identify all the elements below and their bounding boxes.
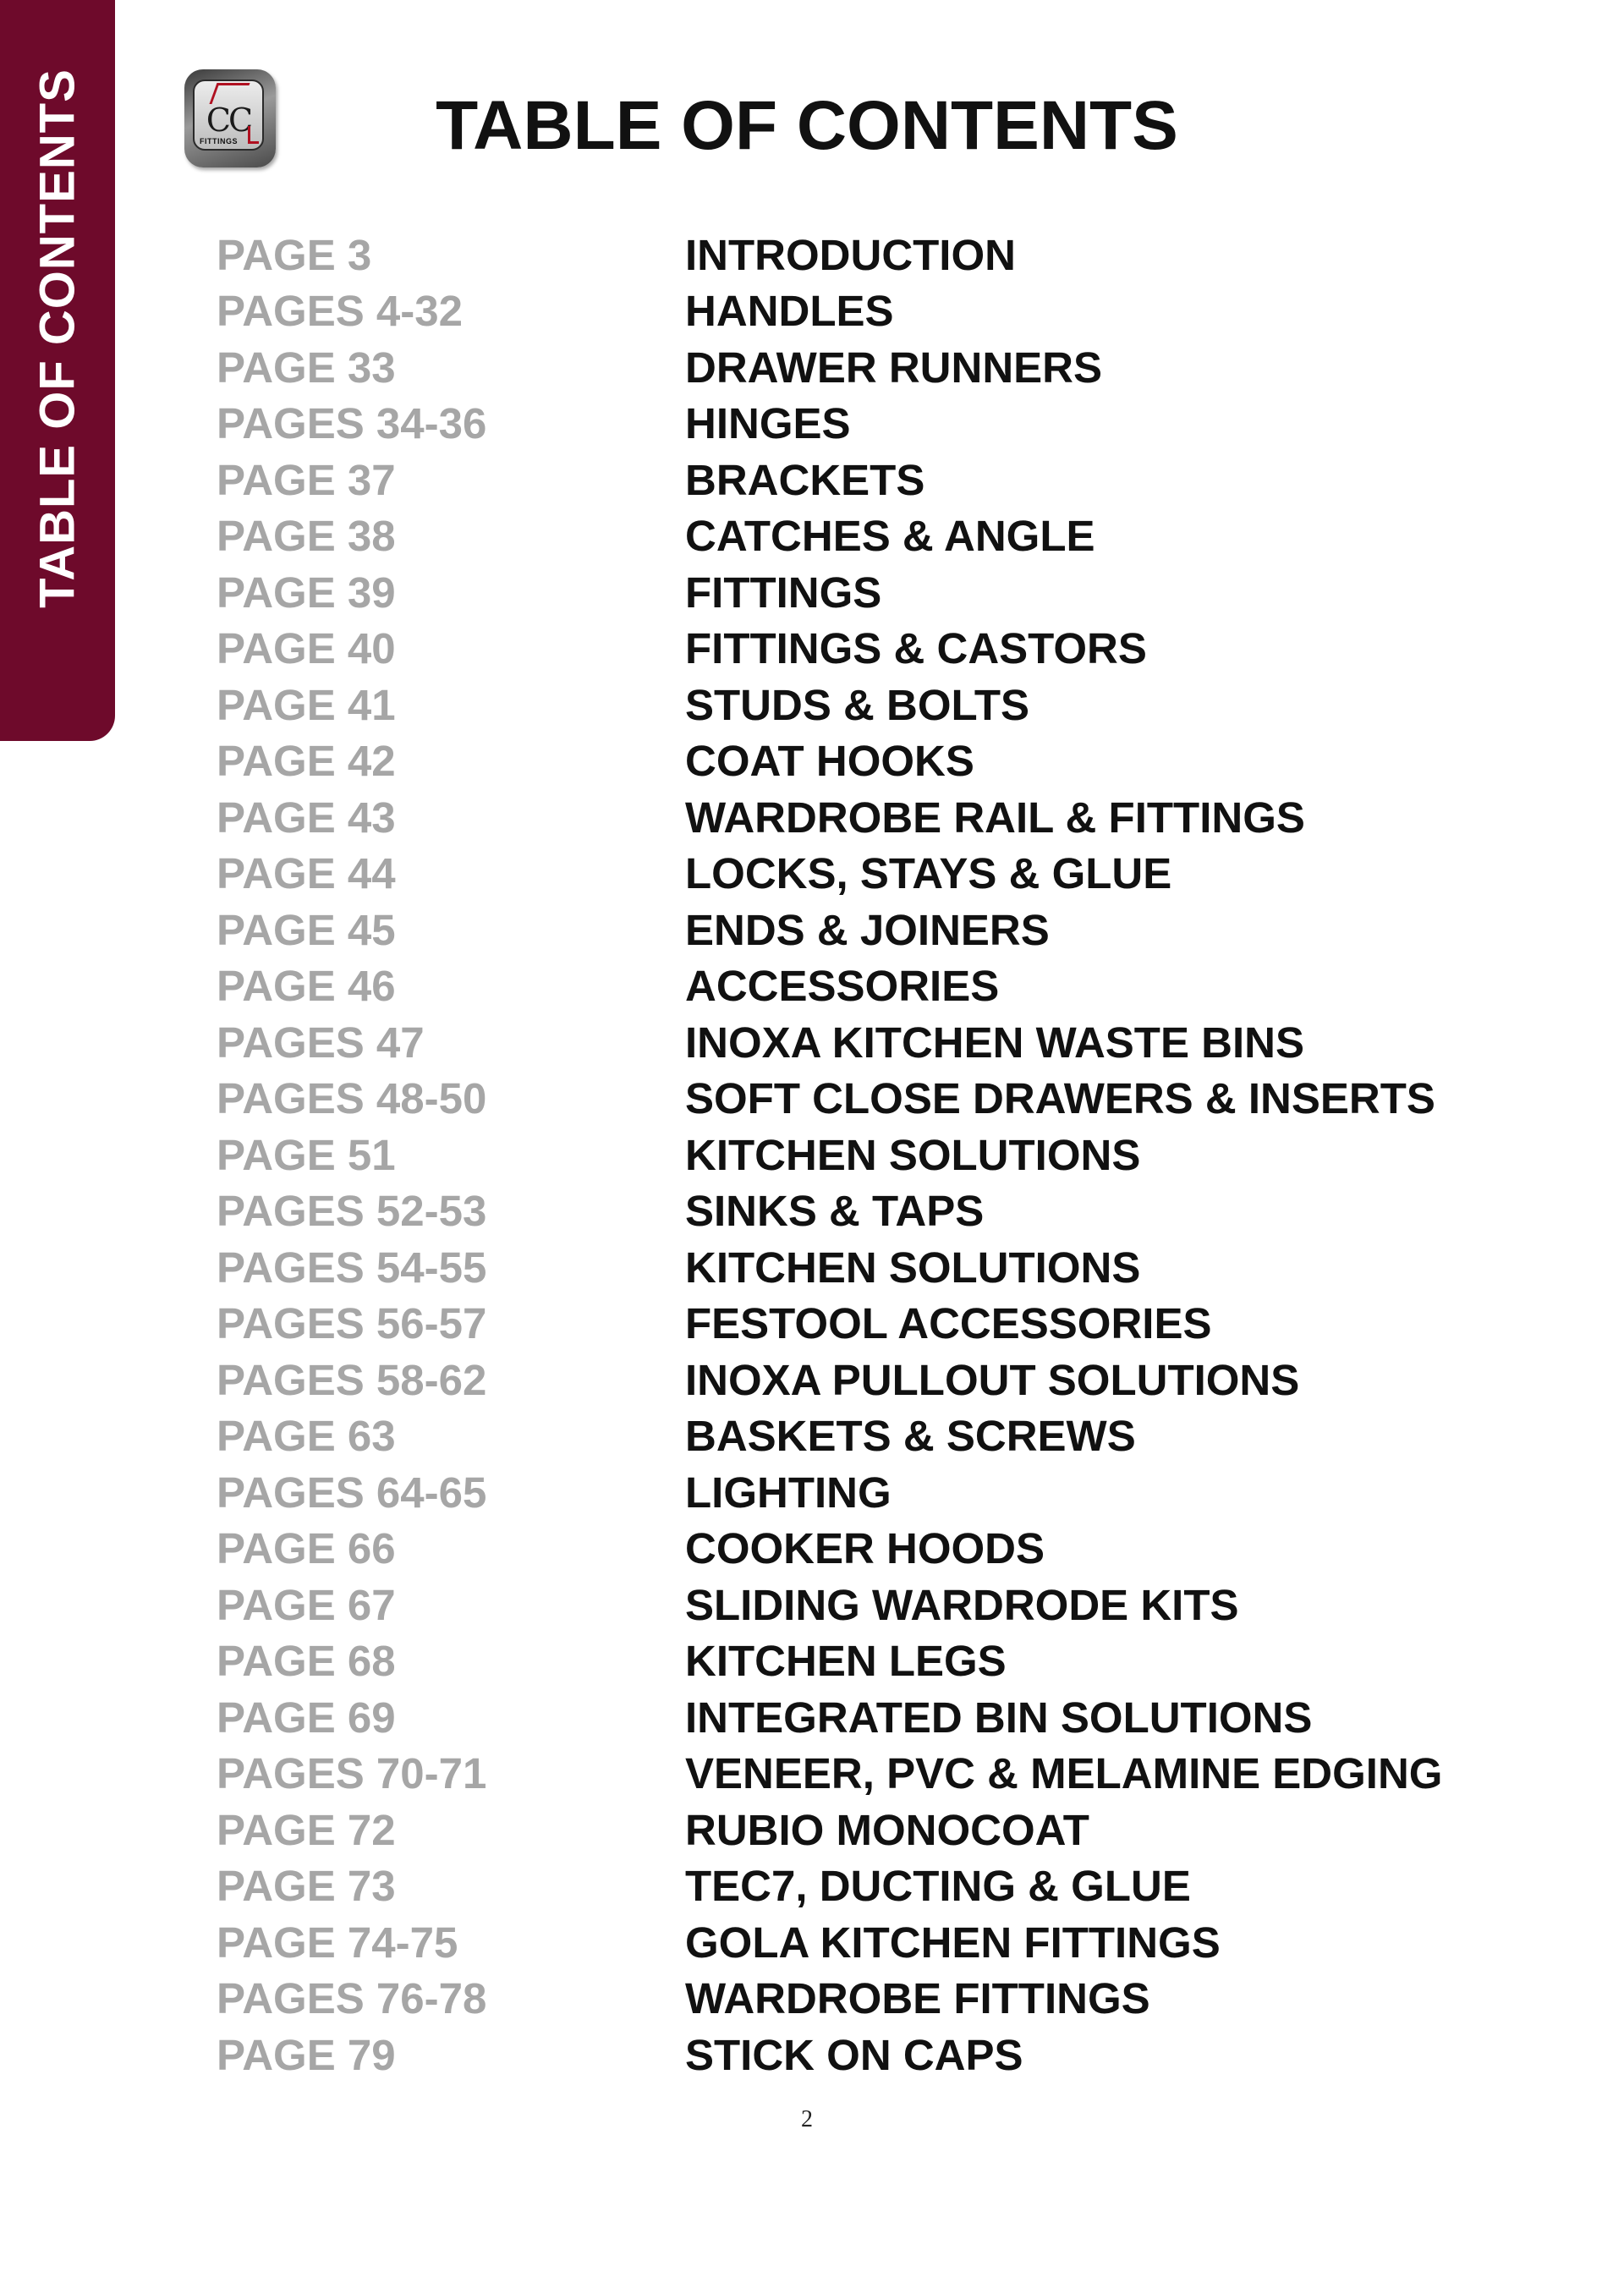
toc-page-ref: PAGE 63 (217, 1412, 396, 1461)
toc-page-ref: PAGES 70-71 (217, 1749, 487, 1798)
toc-section-title: BASKETS & SCREWS (685, 1412, 1136, 1461)
toc-row (217, 1183, 1485, 1240)
toc-page-ref: PAGES 34-36 (217, 399, 487, 448)
toc-page-ref: PAGES 48-50 (217, 1074, 487, 1123)
toc-row (217, 1914, 1485, 1971)
page-title: TABLE OF CONTENTS (436, 87, 1178, 164)
toc-row (217, 1014, 1485, 1071)
toc-page-ref: PAGE 41 (217, 680, 396, 729)
side-tab-label: TABLE OF CONTENTS (30, 69, 85, 608)
toc-page-ref: PAGE 38 (217, 512, 396, 561)
toc-section-title: KITCHEN SOLUTIONS (685, 1130, 1141, 1179)
toc-page-ref: PAGES 52-53 (217, 1187, 487, 1236)
toc-row (217, 1296, 1485, 1353)
toc-page-ref: PAGES 58-62 (217, 1355, 487, 1404)
toc-row (217, 677, 1485, 733)
toc-section-title: GOLA KITCHEN FITTINGS (685, 1918, 1221, 1967)
toc-section-title: LIGHTING (685, 1468, 892, 1517)
toc-row (217, 1239, 1485, 1296)
toc-section-title: KITCHEN SOLUTIONS (685, 1243, 1141, 1292)
toc-row (217, 339, 1485, 396)
toc-page-ref: PAGE 51 (217, 1130, 396, 1179)
toc-section-title: INTRODUCTION (685, 230, 1016, 279)
toc-row (217, 2027, 1485, 2083)
toc-row (217, 227, 1485, 283)
toc-page-ref: PAGE 79 (217, 2030, 396, 2079)
toc-section-title: RUBIO MONOCOAT (685, 1805, 1089, 1854)
toc-section-title: WARDROBE FITTINGS (685, 1974, 1150, 2023)
toc-row (217, 846, 1485, 903)
toc-section-title: SLIDING WARDRODE KITS (685, 1580, 1239, 1629)
toc-page-ref: PAGE 74-75 (217, 1918, 458, 1967)
toc-row (217, 396, 1485, 453)
toc-row (217, 902, 1485, 958)
logo-subtext: FITTINGS (200, 137, 238, 145)
toc-section-title: WARDROBE RAIL & FITTINGS (685, 793, 1305, 842)
toc-row (217, 789, 1485, 846)
toc-page-ref: PAGE 44 (217, 849, 396, 898)
toc-row (217, 1071, 1485, 1128)
toc-section-title: SINKS & TAPS (685, 1187, 985, 1236)
toc-section-title: COAT HOOKS (685, 737, 974, 786)
toc-section-title: FESTOOL ACCESSORIES (685, 1299, 1212, 1348)
toc-section-title: BRACKETS (685, 455, 925, 504)
toc-row (217, 1464, 1485, 1521)
toc-section-title: VENEER, PVC & MELAMINE EDGING (685, 1749, 1443, 1798)
page-number: 2 (801, 2106, 813, 2132)
logo-letters: CC (206, 102, 251, 139)
toc-page-ref: PAGES 54-55 (217, 1243, 487, 1292)
toc-page-ref: PAGE 67 (217, 1580, 396, 1629)
toc-row (217, 508, 1485, 565)
toc-page-ref: PAGES 47 (217, 1018, 425, 1067)
toc-section-title: DRAWER RUNNERS (685, 343, 1103, 392)
toc-row (217, 1746, 1485, 1803)
toc-page-ref: PAGE 3 (217, 230, 372, 279)
toc-page-ref: PAGE 73 (217, 1862, 396, 1911)
toc-section-title: SOFT CLOSE DRAWERS & INSERTS (685, 1074, 1435, 1123)
toc-row (217, 621, 1485, 678)
toc-page-ref: PAGE 69 (217, 1693, 396, 1742)
toc-section-title: HINGES (685, 399, 851, 448)
toc-row (217, 1352, 1485, 1408)
toc-page-ref: PAGE 40 (217, 624, 396, 673)
toc-section-title: FITTINGS (685, 568, 882, 617)
toc-page-ref: PAGES 76-78 (217, 1974, 487, 2023)
table-of-contents-list (217, 227, 1485, 2083)
toc-page-ref: PAGES 56-57 (217, 1299, 487, 1348)
toc-page-ref: PAGE 39 (217, 568, 396, 617)
toc-row (217, 1577, 1485, 1633)
toc-page-ref: PAGE 42 (217, 737, 396, 786)
toc-row (217, 1408, 1485, 1465)
toc-row (217, 1633, 1485, 1690)
toc-page-ref: PAGE 43 (217, 793, 396, 842)
toc-section-title: FITTINGS & CASTORS (685, 624, 1147, 673)
toc-row (217, 564, 1485, 621)
toc-row (217, 958, 1485, 1015)
toc-row (217, 1802, 1485, 1858)
toc-section-title: STICK ON CAPS (685, 2030, 1023, 2079)
toc-section-title: KITCHEN LEGS (685, 1637, 1007, 1686)
toc-row (217, 1689, 1485, 1746)
toc-row (217, 452, 1485, 508)
toc-section-title: INOXA PULLOUT SOLUTIONS (685, 1355, 1300, 1404)
toc-section-title: ACCESSORIES (685, 962, 1000, 1011)
toc-section-title: INOXA KITCHEN WASTE BINS (685, 1018, 1304, 1067)
toc-row (217, 1127, 1485, 1183)
toc-section-title: INTEGRATED BIN SOLUTIONS (685, 1693, 1313, 1742)
toc-section-title: LOCKS, STAYS & GLUE (685, 849, 1172, 898)
toc-page-ref: PAGE 33 (217, 343, 396, 392)
toc-page-ref: PAGE 46 (217, 962, 396, 1011)
toc-row (217, 283, 1485, 340)
toc-section-title: HANDLES (685, 287, 894, 336)
toc-section-title: CATCHES & ANGLE (685, 512, 1095, 561)
toc-page-ref: PAGE 37 (217, 455, 396, 504)
toc-row (217, 1971, 1485, 2028)
toc-row (217, 1858, 1485, 1915)
toc-section-title: TEC7, DUCTING & GLUE (685, 1862, 1191, 1911)
toc-section-title: STUDS & BOLTS (685, 680, 1030, 729)
toc-section-title: ENDS & JOINERS (685, 905, 1050, 954)
toc-page-ref: PAGE 45 (217, 905, 396, 954)
toc-section-title: COOKER HOODS (685, 1524, 1045, 1573)
toc-page-ref: PAGE 68 (217, 1637, 396, 1686)
toc-page-ref: PAGE 66 (217, 1524, 396, 1573)
toc-page-ref: PAGES 4-32 (217, 287, 464, 336)
toc-page-ref: PAGES 64-65 (217, 1468, 487, 1517)
toc-page-ref: PAGE 72 (217, 1805, 396, 1854)
toc-row (217, 733, 1485, 790)
toc-row (217, 1521, 1485, 1578)
